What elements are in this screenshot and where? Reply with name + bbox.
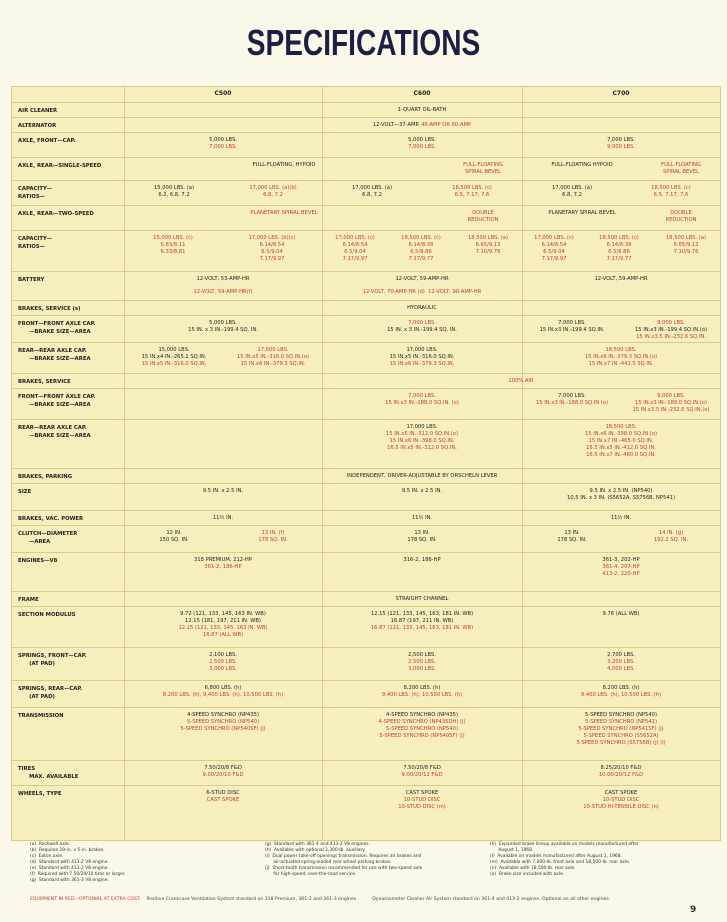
row-value: 5,000 LBS. 7,000 LBS. (209, 137, 237, 150)
row-value: 7,000 LBS. 15 IN.x3 IN.-199.4 SQ.IN. (539, 320, 605, 333)
row-value: 12 IN. 150 SQ. IN. (159, 530, 189, 543)
table-row (12, 206, 720, 231)
row-label: CAPACITY— RATIOS— (18, 186, 53, 200)
row-value: PLANETARY SPIRAL BEVEL (548, 210, 616, 216)
row-value: FULL-FLOATING HYPOID (551, 162, 613, 168)
row-value: 17,000 LBS. (b)(c) 6.14/8.54 6.5/9.04 7.17/9.97 (248, 235, 296, 262)
row-value: 11½ IN. (411, 515, 433, 521)
footnote-column: (g) Standard with 361-4 and 413-2 V8 engines. (h) Available with optional 2,300-lb. auxiliary. (i) Dual power take-off openings transmission. Requires air brakes and air-actuated spring-loaded rear wheel parking brakes. (j) Short-tooth transmission recommended for use with two-speed axle for high-speed, over-the-road service. (265, 842, 423, 877)
row-value: PLANETARY SPIRAL BEVEL (250, 210, 318, 216)
row-value: 17,000 LBS. (c) 6.14/8.54 6.5/9.04 7.17/9.97 (335, 235, 375, 262)
row-label: BRAKES, PARKING (18, 474, 73, 480)
column-header-c600: C600 (413, 90, 431, 97)
row-value: FULL-FLOATING SPIRAL BEVEL (661, 162, 701, 175)
row-value: 318 PREMIUM, 212-HP 361-2, 186-HP (194, 557, 252, 570)
row-value: 13 IN. 178 SQ. IN. (407, 530, 437, 543)
row-value: 9,000 LBS. 15 IN.x3 IN.-199.4 SQ.IN.(o) 15 IN.x3.5 IN.-232.6 SQ.IN. (634, 320, 708, 340)
row-label: BATTERY (18, 277, 45, 283)
table-row (12, 681, 720, 708)
row-label: AXLE, FRONT—CAP. (18, 138, 76, 144)
row-label: BRAKES, VAC. POWER (18, 516, 84, 522)
row-value: 18,500 LBS. (c) 6.5, 7.17, 7.6 (651, 185, 691, 198)
row-label: FRAME (18, 597, 39, 603)
row-value: 316-2, 186-HP (403, 557, 441, 563)
row-label: SECTION MODULUS (18, 612, 76, 618)
row-label: FRONT—FRONT AXLE CAP. —BRAKE SIZE—AREA (18, 394, 96, 408)
table-row (12, 343, 720, 374)
row-value: STRAIGHT CHANNEL (395, 596, 449, 602)
row-value: 14 IN. (g) 192.2 SQ. IN. (653, 530, 689, 543)
row-value: 17,000 LBS. 15 IN.x5 IN.-316.0 SQ.IN.(o) 15 IN.x6 IN.-379.3 SQ.IN. (236, 347, 310, 367)
row-value: HYDRAULIC (407, 305, 437, 311)
row-value: 18,500 LBS. 15 IN.x6 IN.-379.3 SQ.IN.(o) 15 IN.x7 IN.-442.5 SQ.IN. (584, 347, 658, 367)
row-value: 13 IN. (f) 178 SQ. IN. (258, 530, 288, 543)
row-value: CAST SPOKE 10-STUD DISC 10-STUD HI-TENSILE DISC (n) (583, 790, 659, 810)
optional-equipment-note: EQUIPMENT IN RED—OPTIONAL AT EXTRA COST. (30, 897, 141, 902)
row-label: REAR—REAR AXLE CAP. —BRAKE SIZE—AREA (18, 425, 91, 439)
row-label: AIR CLEANER (18, 108, 58, 114)
row-value: 18,500 LBS. (a) 6.65/9.13 7.10/9.76 (468, 235, 508, 255)
row-value: 7.50/20/8 F&D 9.00/20/12 F&D (401, 765, 443, 778)
row-label: REAR—REAR AXLE CAP. —BRAKE SIZE—AREA (18, 348, 91, 362)
row-value: 17,000 LBS. 15 IN.x5 IN.-316.0 SQ.IN. 15 IN.x6 IN.-379.3 SQ.IN. (389, 347, 455, 367)
page-number: 9 (690, 905, 697, 915)
table-row (12, 231, 720, 272)
row-value: INDEPENDENT, DRIVER-ADJUSTABLE BY ORSCHELN LEVER (346, 473, 498, 479)
table-row (12, 103, 720, 118)
row-value: 7,000 LBS. 15 IN.x3 IN.-188.0 SQ.IN (o) (535, 393, 609, 406)
row-value: 17,000 LBS. 15 IN.x5 IN.-312.0 SQ.IN.(o) 15 IN.x6 IN.-398.0 SQ.IN. 16.5 IN.x5 IN.-312.0 SQ.IN. (385, 424, 459, 451)
row-label: SPRINGS, FRONT—CAP. (AT PAD) (18, 653, 87, 667)
row-label: CAPACITY— RATIOS— (18, 236, 53, 250)
table-row (12, 301, 720, 316)
row-value: 9.5 IN. x 2.5 IN. (NP540) 10.5 IN. x 3 IN. (S5652A, S5756B, NP541) (567, 488, 675, 501)
row-value: 18,500 LBS. (c) 6.14/8.38 6.5/8.86 7.17/9.77 (599, 235, 639, 262)
row-value: 15,000 LBS. (a) 6.2, 6.8, 7.2 (154, 185, 194, 198)
bottom-note (30, 897, 700, 902)
row-value: 18,500 LBS. (a) 6.65/9.13 7.10/9.76 (666, 235, 706, 255)
row-value: 5,000 LBS. 7,000 LBS. (408, 137, 436, 150)
row-value: 12-VOLT, 53-AMP-HR 12-VOLT, 59-AMP-HR(f) (193, 276, 253, 295)
row-label: FRONT—FRONT AXLE CAP. —BRAKE SIZE—AREA (18, 321, 96, 335)
row-value: 15,000 LBS. 15 IN.x4 IN.-265.1 SQ.IN. 15 IN.x5 IN.-316.0 SQ.IN. (141, 347, 207, 367)
table-row (12, 484, 720, 511)
table-row (12, 607, 720, 648)
table-row (12, 786, 720, 818)
row-label: BRAKES, SERVICE (s) (18, 306, 81, 312)
row-value: 15,000 LBS. (c) 5.83/8.11 6.33/8.81 (153, 235, 193, 255)
row-value: 8.25/20/10 F&D 10.00/20/12 F&D (598, 765, 644, 778)
row-label: CLUTCH—DIAMETER —AREA (18, 531, 78, 545)
row-value: 18,500 LBS. (c) 6.14/8.38 6.5/8.86 7.17/9.77 (401, 235, 441, 262)
row-value: FULL-FLOATING, HYPOID (252, 162, 316, 168)
row-label: BRAKES, SERVICE (18, 379, 71, 385)
table-row (12, 158, 720, 181)
row-value: 100% AIR (508, 378, 534, 384)
spec-table (11, 86, 721, 841)
row-value: 4-SPEED SYNCHRO (NP435) 4-SPEED SYNCHRO (NP435DH) (j) 5-SPEED SYNCHRO (NP540) 5-SPEED SYNCHRO (NP540SF) (j) (378, 712, 466, 739)
engine-note: Positive Crankcase Ventilation System standard on 318 Premium, 361-2 and 361-3 engines. Dynamometer Cleaner Air System standard on 361-4 and 413-2 engines. Optional on all other engines. (140, 897, 611, 902)
row-label: ALTERNATOR (18, 123, 57, 129)
table-row (12, 420, 720, 469)
row-label: ENGINES—V8 (18, 558, 58, 564)
row-value: 5,000 LBS. 15 IN. x 3 IN.-199.4 SQ. IN. (188, 320, 258, 333)
row-value: 12.15 (121, 133, 145, 163, 181 IN. WB) 16.87 (197, 211 IN. WB) 16.87 (121, 133, 145, 163, 181 IN. WB) (370, 611, 474, 631)
row-value: 6,800 LBS. (h) 8,200 LBS. (h), 9,400 LBS. (h), 10,500 LBS. (h) (162, 685, 284, 698)
row-label: WHEELS, TYPE (18, 791, 62, 797)
footnote-column: (k) Expanded brake lineup available on models manufactured after August 1, 1968. (l) Available on models manufactured after August 1, 1968. (m) Available with 7,000-lb. front axle and 18,500-lb. rear axle. (n) Available with 18,500-lb. rear axle. (o) Brake size included with axle. (490, 842, 639, 877)
row-value: 18,500 LBS. (c) 6.5, 7.17, 7.6 (452, 185, 492, 198)
table-row (12, 469, 720, 484)
row-label: SPRINGS, REAR—CAP. (AT PAD) (18, 686, 83, 700)
row-value: 5-SPEED SYNCHRO (NP540) 5-SPEED SYNCHRO (NP541) 5-SPEED SYNCHRO (NP541SF) (j) 5-SPEED SYNCHRO (S5652A) 5-SPEED SYNCHRO (S5756B) (j) (l) (576, 712, 666, 746)
page-title: SPECIFICATIONS (246, 22, 481, 63)
row-value: 12-VOLT, 59-AMP-HR (594, 276, 648, 282)
row-label: AXLE, REAR—SINGLE-SPEED (18, 163, 102, 169)
row-value: 13 IN. 178 SQ. IN. (557, 530, 587, 543)
table-row (12, 316, 720, 343)
row-value: 9,000 LBS. 15 IN.x3 IN.-188.0 SQ.IN.(o) 15 IN.x3.5 IN.-232.6 SQ.IN.(o) (632, 393, 710, 413)
footnote-column: (a) Rockwell axle. (b) Requires 19-in. x 5-in. brakes. (c) Eaton axle. (d) Standard with 413-2 V8 engine. (e) Standard with 413-2 V8 engine. (f) Required with 7.50/20/10 tires or larger. (g) Standard with 361-3 V8 engine. (30, 842, 126, 883)
table-row (12, 553, 720, 592)
row-value: 8,200 LBS. (h) 9,400 LBS. (h), 10,500 LBS. (h) (381, 685, 463, 698)
table-row (12, 118, 720, 133)
row-value: 17,000 LBS. (a) 6.8, 7.2 (352, 185, 392, 198)
row-label: TIRES MAX. AVAILABLE (18, 766, 79, 780)
row-label: AXLE, REAR—TWO-SPEED (18, 211, 94, 217)
column-header-c700: C700 (612, 90, 630, 97)
row-value: 9.72 (121, 133, 145, 163 IN. WB) 12.15 (181, 197, 211 IN. WB) 12.15 (121, 133, 145, 163 IN. WB) 16.87 (ALL WB) (178, 611, 268, 638)
row-value: 6-STUD DISC CAST SPOKE (206, 790, 240, 803)
row-value: 17,000 LBS. (a)(b) 6.8, 7.2 (249, 185, 297, 198)
row-value: 9.76 (ALL WB) (602, 611, 640, 617)
table-row (12, 389, 720, 420)
row-value: 11½ IN. (610, 515, 632, 521)
table-row (12, 272, 720, 301)
row-value: 18,500 LBS. 15 IN.x6 IN.-398.0 SQ.IN.(o) 15 IN.x7 IN.-465.0 SQ.IN. 16.5 IN.x5 IN.-412.0 SQ.IN. 16.5 IN.x7 IN.-480.0 SQ.IN. (584, 424, 658, 458)
row-value: 17,000 LBS. (a) 6.8, 7.2 (552, 185, 592, 198)
row-value: DOUBLE REDUCTION (665, 210, 697, 223)
row-value: 12-VOLT, 59-AMP-HR 12-VOLT, 70-AMP-HR (d) 12-VOLT, 90-AMP-HR (362, 276, 482, 295)
table-row (12, 181, 720, 206)
row-value: 7.50/20/8 F&D 9.00/20/10 F&D (202, 765, 244, 778)
row-value: DOUBLE REDUCTION (467, 210, 499, 223)
table-row (12, 511, 720, 526)
table-row (12, 374, 720, 389)
row-value: 2,700 LBS. 3,200 LBS. 4,000 LBS. (607, 652, 635, 672)
row-value: 2,100 LBS. 2,500 LBS. 3,000 LBS. (209, 652, 237, 672)
column-header-row (12, 87, 720, 103)
row-value: 4-SPEED SYNCHRO (NP435) 5-SPEED SYNCHRO (NP540) 5-SPEED SYNCHRO (NP540SF) (j) (180, 712, 266, 732)
table-row (12, 592, 720, 607)
row-value: 12-VOLT—37-AMP. 46-AMP OR 60-AMP (372, 122, 472, 128)
row-value: FULL-FLOATING SPIRAL BEVEL (463, 162, 503, 175)
row-value: 361-3, 202-HP 361-4, 207-HP 413-2, 220-HP (602, 557, 640, 577)
row-value: 7,000 LBS. 15 IN. x 3 IN.-199.4 SQ. IN. (387, 320, 457, 333)
row-value: 9.5 IN. x 2.5 IN. (401, 488, 443, 494)
row-label: SIZE (18, 489, 32, 495)
row-value: 8,200 LBS. (h) 9,400 LBS. (h), 10,500 LBS. (h) (580, 685, 662, 698)
row-value: 7,000 LBS. 15 IN.x3 IN.-188.0 SQ.IN. (o) (385, 393, 459, 406)
table-row (12, 133, 720, 158)
row-value: 1-QUART OIL-BATH (397, 107, 447, 113)
row-value: 11½ IN. (212, 515, 234, 521)
table-row (12, 761, 720, 786)
footnotes (30, 842, 700, 892)
row-value: 9.5 IN. x 2.5 IN. (202, 488, 244, 494)
table-row (12, 526, 720, 553)
row-value: CAST SPOKE 10-STUD DISC 10-STUD DISC (m) (398, 790, 446, 810)
table-row (12, 648, 720, 681)
row-label: TRANSMISSION (18, 713, 64, 719)
row-value: 7,000 LBS. 9,000 LBS. (607, 137, 635, 150)
row-value: 2,500 LBS. 2,500 LBS. 3,000 LBS. (408, 652, 436, 672)
column-header-c500: C500 (214, 90, 232, 97)
table-row (12, 708, 720, 761)
row-value: 17,000 LBS. (c) 6.14/8.54 6.5/9.04 7.17/9.97 (534, 235, 574, 262)
